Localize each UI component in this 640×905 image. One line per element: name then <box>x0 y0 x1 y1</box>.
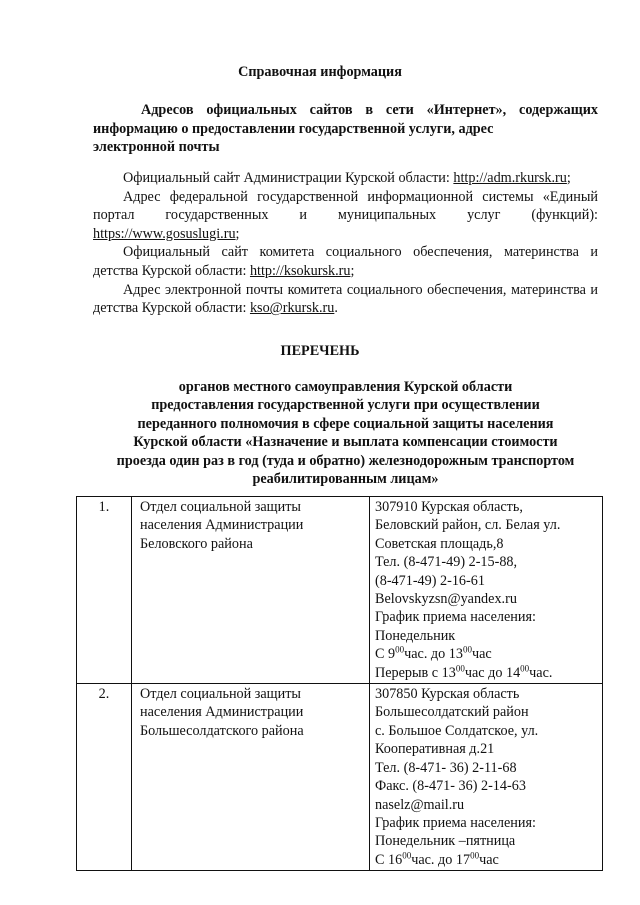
subtitle-line: переданного полномочия в сфере социальной защиты населения <box>137 415 554 432</box>
committee-site-link[interactable]: http://ksokursk.ru <box>249 262 351 279</box>
address-line: Беловский район, сл. Белая ул. <box>375 517 561 534</box>
intro-line-2: электронной почты <box>93 139 220 155</box>
schedule-label: График приема населения: <box>375 609 536 626</box>
info-text: Адрес электронной почты комитета социального обеспечения, материнства и детства Курской области: <box>93 281 598 317</box>
authorities-table <box>76 496 603 871</box>
phone-line: (8-471-49) 2-16-61 <box>375 572 485 589</box>
email-line[interactable]: naselz@mail.ru <box>375 796 465 813</box>
fax-line: Факс. (8-471- 36) 2-14-63 <box>375 778 526 795</box>
address-cell <box>370 684 603 871</box>
org-line: Отдел социальной защиты <box>140 499 301 515</box>
subtitle-line: органов местного самоуправления Курской области <box>178 379 513 395</box>
row-number: 1. <box>77 497 132 684</box>
committee-email-link[interactable]: kso@rkursk.ru <box>249 300 335 317</box>
schedule-hours <box>375 851 598 869</box>
info-paragraph-email <box>93 281 598 318</box>
intro-line-1: Адресов официальных сайтов в сети «Интернет», содержащих информацию о предоставлении государственной услуги, адрес <box>93 102 598 137</box>
hours-text: час <box>479 851 499 868</box>
list-subtitle <box>93 378 598 488</box>
page-title: Справочная информация <box>238 64 402 80</box>
address-line: Кооперативная д.21 <box>375 741 495 758</box>
hours-text: час. до 17 <box>411 851 471 868</box>
info-text: Официальный сайт комитета социального обеспечения, материнства и детства Курской области: <box>93 244 598 279</box>
phone-line: Тел. (8-471- 36) 2-11-68 <box>375 759 517 776</box>
org-line: Большесолдатского района <box>140 722 304 739</box>
subtitle-line: проезда один раз в год (туда и обратно) железнодорожным транспортом <box>116 452 575 469</box>
org-cell <box>132 497 370 684</box>
address-line: с. Большое Солдатское, ул. <box>375 722 539 739</box>
schedule-hours <box>375 645 598 663</box>
schedule-label: График приема населения: <box>375 814 536 831</box>
schedule-day: Понедельник –пятница <box>375 833 516 850</box>
info-paragraph-gosuslugi <box>93 188 598 244</box>
schedule-day: Понедельник <box>375 627 456 644</box>
list-title: ПЕРЕЧЕНЬ <box>280 343 360 359</box>
subtitle-line: реабилитированным лицам» <box>252 471 439 488</box>
hours-text: час. до 13 <box>404 646 463 663</box>
org-line: населения Администрации <box>140 517 304 534</box>
minutes-sup: 00 <box>520 662 530 673</box>
minutes-sup: 00 <box>462 644 472 655</box>
hours-text: час до 14 <box>464 664 521 681</box>
minutes-sup: 00 <box>402 849 412 860</box>
phone-line: Тел. (8-471-49) 2-15-88, <box>375 554 518 571</box>
hours-text: час. <box>529 664 553 681</box>
row-number: 2. <box>77 684 132 871</box>
info-block <box>93 169 598 318</box>
hours-text: С 9 <box>375 646 396 663</box>
hours-text: Перерыв с 13 <box>375 664 456 681</box>
hours-text: С 16 <box>375 851 403 868</box>
admin-site-link[interactable]: http://adm.rkursk.ru <box>453 170 567 186</box>
address-line: 307850 Курская область <box>375 686 520 703</box>
address-line: 307910 Курская область, <box>375 499 523 515</box>
address-cell <box>370 497 603 684</box>
info-text: Адрес федеральной государственной информационной системы «Единый портал государственных и муниципальных услуг (функций): <box>93 188 598 224</box>
address-line: Советская площадь,8 <box>375 535 504 552</box>
minutes-sup: 00 <box>455 662 465 673</box>
schedule-break <box>375 664 598 682</box>
subtitle-line: Курской области «Назначение и выплата компенсации стоимости <box>133 434 558 451</box>
info-text: Официальный сайт Администрации Курской области: <box>123 170 450 186</box>
minutes-sup: 00 <box>470 849 480 860</box>
org-line: населения Администрации <box>140 704 304 721</box>
punct: ; <box>350 262 355 279</box>
table-row <box>77 497 603 684</box>
table-row <box>77 684 603 871</box>
hours-text: час <box>471 646 492 663</box>
gosuslugi-link[interactable]: https://www.gosuslugi.ru <box>93 225 236 242</box>
punct: . <box>334 300 338 317</box>
punct: ; <box>235 225 240 242</box>
intro-heading <box>93 101 598 157</box>
address-line: Большесолдатский район <box>375 704 529 721</box>
org-line: Отдел социальной защиты <box>140 686 301 703</box>
minutes-sup: 00 <box>395 644 405 655</box>
subtitle-line: предоставления государственной услуги при осуществлении <box>151 397 540 414</box>
email-line[interactable]: Belovskyzsn@yandex.ru <box>375 591 517 608</box>
info-paragraph-committee <box>93 243 598 280</box>
info-paragraph-admin <box>93 169 598 188</box>
punct: ; <box>566 170 571 186</box>
org-line: Беловского района <box>140 535 253 552</box>
org-cell <box>132 684 370 871</box>
